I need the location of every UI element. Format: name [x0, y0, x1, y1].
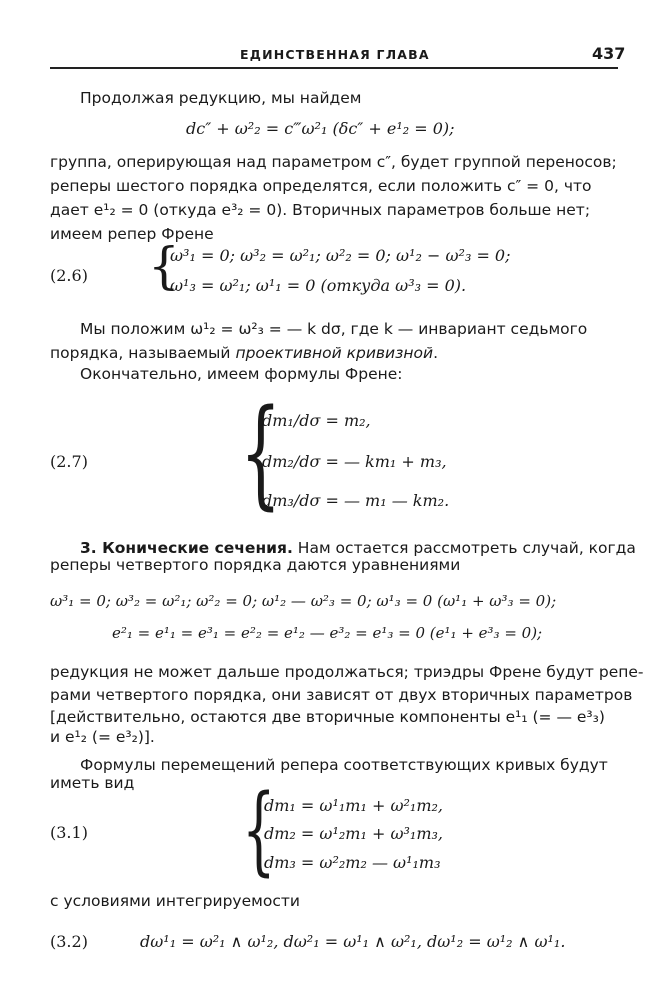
left-brace: { — [148, 237, 180, 295]
left-brace: { — [240, 383, 282, 521]
section-title: 3. Конические сечения. — [80, 539, 293, 557]
left-brace: { — [242, 774, 276, 886]
term-projective-curvature: проективной кривизной — [235, 344, 434, 362]
text-line: с условиями интегрируемости — [50, 892, 300, 910]
section-heading-line — [80, 539, 636, 557]
text-line: иметь вид — [50, 774, 135, 792]
equation-number: (3.1) — [50, 823, 88, 842]
equation: ω³₁ = 0; ω³₂ = ω²₁; ω²₂ = 0; ω¹₂ — ω²₃ = 0; ω¹₃ = 0 (ω¹₁ + ω³₃ = 0); — [50, 592, 557, 610]
equation-row: ω³₁ = 0; ω³₂ = ω²₁; ω²₂ = 0; ω¹₂ − ω²₃ = 0; — [170, 246, 511, 265]
text-line: дает e¹₂ = 0 (откуда e³₂ = 0). Вторичных параметров больше нет; — [50, 201, 591, 219]
header-rule — [50, 67, 618, 69]
equation: dω¹₁ = ω²₁ ∧ ω¹₂, dω²₁ = ω¹₁ ∧ ω²₁, dω¹₂ = ω¹₂ ∧ ω¹₁. — [140, 932, 566, 951]
text-line: Продолжая редукцию, мы найдем — [80, 89, 362, 107]
equation-row: dm₁ = ω¹₁m₁ + ω²₁m₂, — [264, 796, 443, 815]
equation-row: dm₃ = ω²₂m₂ — ω¹₁m₃ — [264, 853, 441, 872]
page-number: 437 — [592, 44, 626, 63]
text-run: Нам остается рассмотреть случай, когда — [292, 539, 636, 557]
text-line: Формулы перемещений репера соответствующих кривых будут — [80, 756, 608, 774]
text-line — [50, 344, 438, 362]
text-run: . — [433, 344, 438, 362]
equation-row: dm₁/dσ = m₂, — [262, 411, 371, 430]
equation: e²₁ = e¹₁ = e³₁ = e²₂ = e¹₂ — e³₂ = e¹₃ = 0 (e¹₁ + e³₃ = 0); — [112, 624, 543, 642]
equation-row: dm₂/dσ = — km₁ + m₃, — [262, 452, 447, 471]
equation-row: dm₃/dσ = — m₁ — km₂. — [262, 491, 450, 510]
equation-row: dm₂ = ω¹₂m₁ + ω³₁m₃, — [264, 824, 443, 843]
running-title: ЕДИНСТВЕННАЯ ГЛАВА — [240, 47, 430, 62]
text-line: Мы положим ω¹₂ = ω²₃ = — k dσ, где k — инвариант седьмого — [80, 320, 588, 338]
equation-row: ω¹₃ = ω²₁; ω¹₁ = 0 (откуда ω³₃ = 0). — [170, 276, 467, 295]
text-line: Окончательно, имеем формулы Френе: — [80, 365, 403, 383]
text-line: рами четвертого порядка, они зависят от двух вторичных параметров — [50, 686, 633, 704]
equation-number: (2.6) — [50, 266, 88, 285]
text-line: и e¹₂ (= e³₂)]. — [50, 728, 155, 746]
equation: dc″ + ω²₂ = c‴ω²₁ (δc″ + e¹₂ = 0); — [186, 119, 455, 138]
text-line: имеем репер Френе — [50, 225, 214, 243]
equation-number: (2.7) — [50, 452, 88, 471]
text-line: группа, оперирующая над параметром c″, будет группой переносов; — [50, 153, 617, 171]
text-line: [действительно, остаются две вторичные компоненты e¹₁ (= — e³₃) — [50, 708, 605, 726]
text-line: реперы шестого порядка определятся, если положить c″ = 0, что — [50, 177, 592, 195]
text-line: редукция не может дальше продолжаться; триэдры Френе будут репе- — [50, 663, 644, 681]
text-run: порядка, называемый — [50, 344, 236, 362]
equation-number: (3.2) — [50, 932, 88, 951]
text-line: реперы четвертого порядка даются уравнениями — [50, 556, 461, 574]
